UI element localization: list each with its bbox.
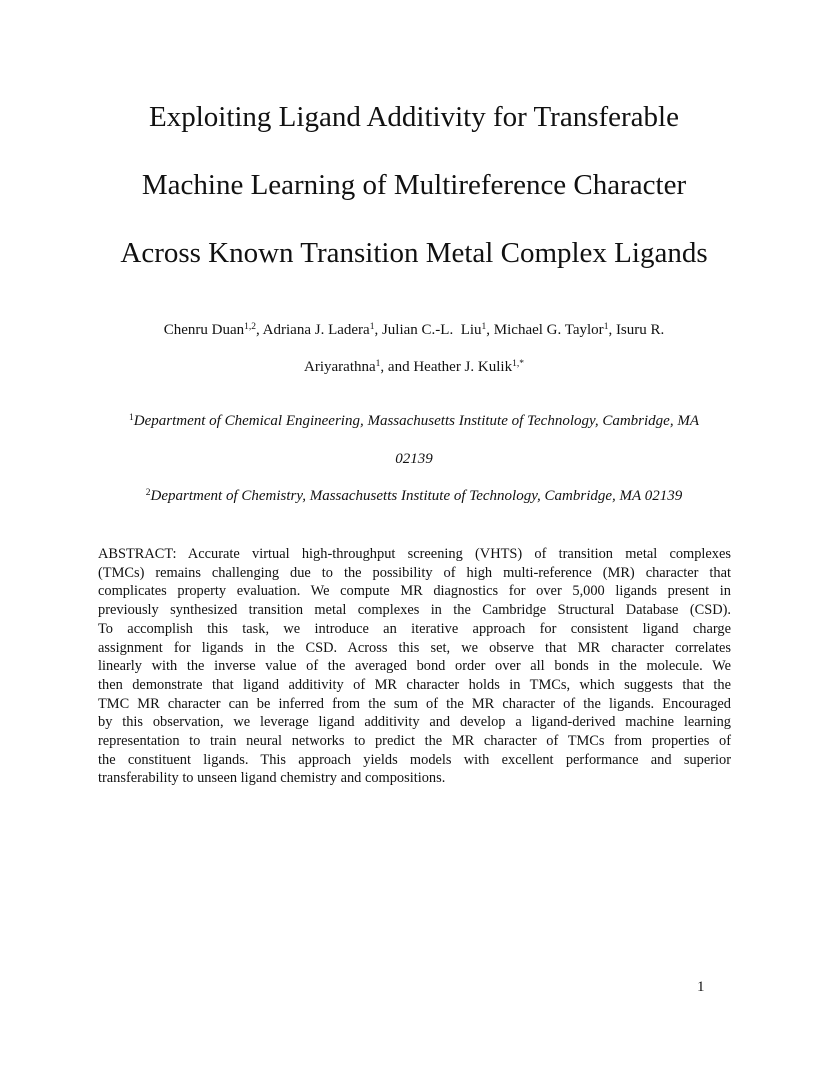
author-affiliation-sup: 1,*: [512, 359, 524, 369]
abstract-line: previously synthesized transition metal complexes in the Cambridge Structural Database (CSD).: [98, 602, 731, 619]
author-affiliation-sup: 1: [603, 322, 609, 332]
affiliation-text: Department of Chemical Engineering, Massachusetts Institute of Technology, Cambridge, MA: [133, 413, 699, 429]
affiliation-text: Department of Chemistry, Massachusetts Institute of Technology, Cambridge, MA 02139: [150, 488, 683, 504]
abstract-line: then demonstrate that ligand additivity of MR character holds in TMCs, which suggests that the: [98, 676, 731, 693]
abstract: [98, 545, 731, 788]
abstract-line: by this observation, we leverage ligand additivity and develop a ligand-derived machine learning: [98, 714, 731, 731]
author-separator: ,: [374, 322, 382, 338]
abstract-line: To accomplish this task, we introduce an iterative approach for consistent ligand charge: [98, 620, 731, 637]
affiliation-1-continued: 02139: [395, 451, 433, 467]
author-name: Chenru Duan: [163, 322, 245, 338]
author-separator: ,: [255, 322, 263, 338]
author-name: Michael G. Taylor: [493, 322, 604, 338]
abstract-line: the constituent ligands. This approach yields models with excellent performance and superior: [98, 751, 731, 768]
author-affiliation-sup: 1,2: [244, 322, 256, 332]
author-affiliation-sup: 1: [375, 359, 381, 369]
paper-title-line-1: Exploiting Ligand Additivity for Transferable: [148, 101, 679, 133]
affiliation-number: 2: [145, 488, 151, 498]
author-name: Heather J. Kulik: [413, 359, 513, 375]
author-name: Adriana J. Ladera: [262, 322, 370, 338]
abstract-line: (TMCs) remains challenging due to the possibility of high multi-reference (MR) character that: [98, 564, 731, 581]
author-name-part-1: Isuru R.: [615, 322, 665, 338]
author-separator: , and: [380, 359, 414, 375]
paper-title-line-3: Across Known Transition Metal Complex Ligands: [120, 237, 708, 269]
paper-title-line-2: Machine Learning of Multireference Character: [141, 169, 687, 201]
author-list-line-1: [0, 320, 828, 340]
abstract-line: assignment for ligands in the CSD. Across this set, we observe that MR character correlates: [98, 639, 731, 656]
abstract-line: representation to train neural networks to predict the MR character of TMCs from properties of: [98, 733, 731, 750]
page-number: 1: [697, 979, 705, 995]
author-separator: ,: [608, 322, 616, 338]
author-affiliation-sup: 1: [369, 322, 375, 332]
abstract-line-last: transferability to unseen ligand chemistry and compositions.: [98, 770, 446, 787]
author-name: Julian C.-L. Liu: [381, 322, 482, 338]
affiliation-1: [0, 411, 828, 431]
affiliation-2: [0, 486, 828, 506]
author-list-line-2: [0, 357, 828, 377]
abstract-line: complicates property evaluation. We compute MR diagnostics for over 5,000 ligands present in: [98, 583, 731, 600]
author-separator: ,: [486, 322, 494, 338]
affiliation-number: 1: [129, 413, 134, 423]
author-name-part-2: Ariyarathna: [304, 359, 376, 375]
author-affiliation-sup: 1: [481, 322, 487, 332]
abstract-line: TMC MR character can be inferred from the sum of the MR character of the ligands. Encouraged: [98, 695, 731, 712]
abstract-line: ABSTRACT: Accurate virtual high-throughput screening (VHTS) of transition metal complexes: [98, 546, 731, 562]
abstract-line: linearly with the inverse value of the averaged bond order over all bonds in the molecule. We: [98, 658, 731, 675]
